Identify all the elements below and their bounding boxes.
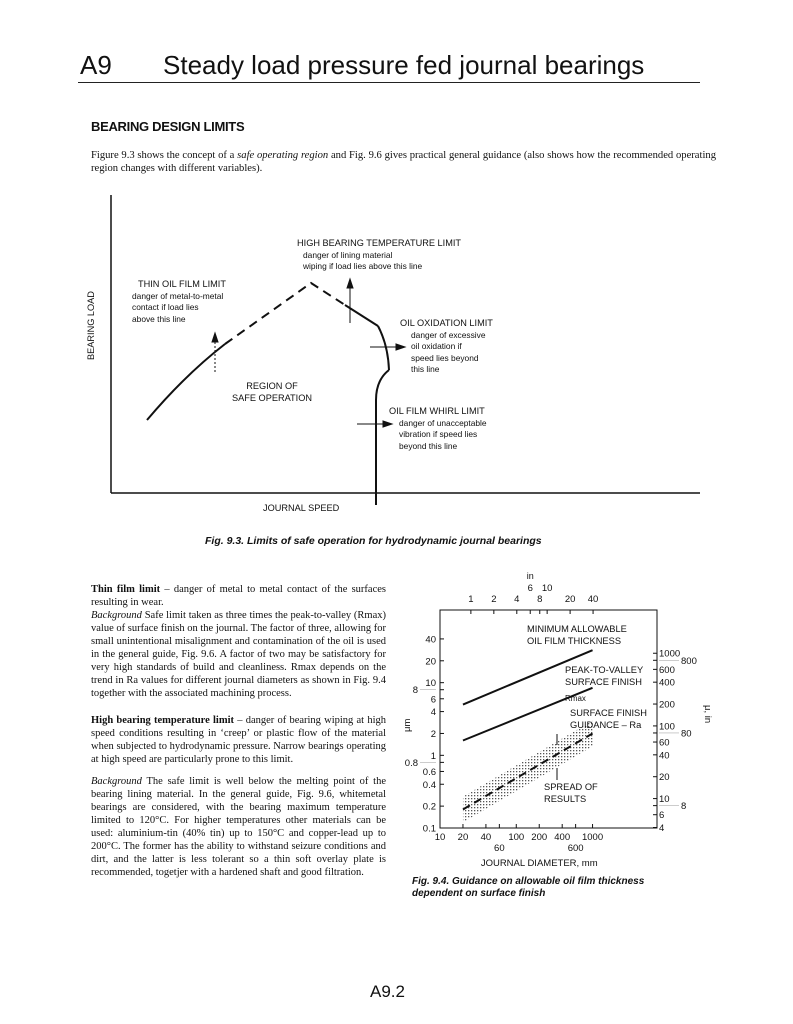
fig94-caption <box>412 876 644 900</box>
x2-tick-label: 1 <box>468 594 474 605</box>
y-axis-label: μm <box>402 718 413 732</box>
annotation: MINIMUM ALLOWABLE <box>527 624 627 634</box>
caption-line: dependent on surface finish <box>412 888 546 899</box>
x-tick-label: 600 <box>567 843 584 854</box>
y2-tick-label: 400 <box>659 677 675 689</box>
x-tick-label: 40 <box>480 832 492 843</box>
label-line: beyond this line <box>399 440 458 451</box>
y-tick-label: 0.4 <box>422 779 436 791</box>
x2-axis-label: in <box>526 571 534 581</box>
annotation: Rmax <box>565 694 586 703</box>
chapter-code: A9 <box>80 50 112 80</box>
y2-tick-label: 10 <box>659 794 670 806</box>
page-title: Steady load pressure fed journal bearings <box>163 50 645 80</box>
intro-text: Figure 9.3 shows the concept of a <box>91 150 238 161</box>
label-title: OIL FILM WHIRL LIMIT <box>389 406 485 416</box>
annotation: RESULTS <box>544 794 587 804</box>
background-label: Background <box>91 776 142 787</box>
x2-tick-label: 40 <box>587 594 599 605</box>
x-tick-label: 60 <box>494 843 505 854</box>
y-tick-label: 0.1 <box>422 823 436 835</box>
y-tick-label: 40 <box>425 634 436 646</box>
y2-tick-label: 1000 <box>659 648 681 660</box>
y2-tick-label: 4 <box>659 822 665 834</box>
label-line: speed lies beyond <box>411 352 479 363</box>
x2-tick-label: 8 <box>537 594 543 605</box>
annotation: SPREAD OF <box>544 782 598 792</box>
y-tick-label: 0.6 <box>422 766 436 778</box>
label-line: this line <box>411 364 440 374</box>
y-tick-label: 10 <box>425 678 436 690</box>
spread-band <box>463 721 593 823</box>
x-tick-label: 100 <box>508 832 525 843</box>
label-line: danger of unacceptable <box>399 417 487 428</box>
annotation: SURFACE FINISH <box>565 677 642 687</box>
y2-tick-label: 6 <box>659 810 665 822</box>
annotation: GUIDANCE – Ra <box>570 720 642 730</box>
intro-emphasis: safe operating region <box>237 150 329 161</box>
label-line: wiping if load lies above this line <box>303 261 423 271</box>
fig93-caption: Fig. 9.3. Limits of safe operation for hydrodynamic journal bearings <box>205 535 542 547</box>
y-tick-label: 1 <box>430 750 436 762</box>
y-tick-label: 4 <box>430 707 436 719</box>
label-line: vibration if speed lies <box>399 429 478 439</box>
y-tick-label: 0.2 <box>422 801 436 813</box>
annotation: SURFACE FINISH <box>570 708 647 718</box>
y2-tick-label: 100 <box>659 721 675 733</box>
annotation: PEAK-TO-VALLEY <box>565 665 644 675</box>
label-line: danger of lining material <box>303 249 393 260</box>
label-line: oil oxidation if <box>411 341 462 351</box>
x-tick-label: 20 <box>457 832 469 843</box>
x-tick-label: 10 <box>434 832 446 843</box>
annotation: OIL FILM THICKNESS <box>527 636 622 646</box>
y-axis-label: BEARING LOAD <box>86 291 96 360</box>
x2-tick-label: 6 <box>527 583 533 594</box>
label-line: SAFE OPERATION <box>232 392 312 403</box>
label-title: HIGH BEARING TEMPERATURE LIMIT <box>297 238 462 248</box>
thin-film-title: Thin film limit <box>91 584 161 595</box>
label-line: above this line <box>132 313 186 324</box>
label-line: REGION OF <box>246 381 298 391</box>
x-tick-label: 1000 <box>581 832 604 843</box>
y2-tick-label: 80 <box>681 728 692 740</box>
x-tick-label: 200 <box>531 832 548 843</box>
y2-axis-label: μ, in <box>702 705 713 724</box>
y-tick-label: 6 <box>430 694 436 706</box>
y2-tick-label: 20 <box>659 772 670 784</box>
y2-tick-label: 600 <box>659 664 675 676</box>
intro-text: and Fig. 9.6 gives practical general guidance (also shows how the recommended operating region changes with different variables). <box>91 150 716 174</box>
x-axis-label: JOURNAL DIAMETER, mm <box>480 858 598 869</box>
paragraph-text: Safe limit taken as three times the peak-to-valley (Rmax) value of surface finish on the journal. The factor of three, allowing for small unintentional misalignment and contamination of the oil is used in the general guide, Fig. 9.6. A factor of two may be satisfactory for very high standards of build and cleanliness. Rmax depends on the trend in Ra values for different journal diameters as shown in Fig. 9.4 together with the associated machining process. <box>91 610 386 699</box>
section-heading: BEARING DESIGN LIMITS <box>91 119 245 134</box>
label-line: danger of excessive <box>411 329 486 340</box>
y2-tick-label: 8 <box>681 801 687 813</box>
paragraph-text: – danger of metal to metal contact of the surfaces resulting in wear. <box>91 584 386 608</box>
x-axis-label: JOURNAL SPEED <box>263 503 340 513</box>
x2-tick-label: 4 <box>514 594 520 605</box>
y2-tick-label: 800 <box>681 655 697 667</box>
x2-tick-label: 20 <box>564 594 576 605</box>
y2-tick-label: 200 <box>659 699 675 711</box>
x2-tick-label: 2 <box>491 594 497 605</box>
y-tick-label: 8 <box>412 685 418 697</box>
y-tick-label: 2 <box>430 728 436 740</box>
label-title: THIN OIL FILM LIMIT <box>138 279 226 289</box>
label-line: contact if load lies <box>132 302 199 312</box>
y2-tick-label: 40 <box>659 750 670 762</box>
page-number: A9.2 <box>370 982 405 1001</box>
y2-tick-label: 60 <box>659 737 670 749</box>
x2-tick-label: 10 <box>541 583 553 594</box>
y-tick-label: 0.8 <box>404 757 418 769</box>
x-tick-label: 400 <box>554 832 571 843</box>
background-label: Background <box>91 610 142 621</box>
paragraph-text: – danger of bearing wiping at high speed conditions resulting in ‘creep’ or plastic flow of the material when subjected to hydrodynamic pressure. Narrow bearings operating at high speed are particularly prone to this limit. <box>91 715 386 765</box>
label-line: danger of metal-to-metal <box>132 290 224 301</box>
high-temp-title: High bearing temperature limit <box>91 715 235 726</box>
paragraph-text: The safe limit is well below the melting point of the bearing lining material. In the general guide, Fig. 9.6, whitemetal bearings are considered, with the bearing maximum temperature limited to 120°C. For higher temperatures other materials can be used: aluminium-tin (40% tin) up to 150°C and copper-lead up to 200°C. The former has the ability to withstand seizure conditions and dirt, and the latter is less tolerant so a thin soft overlay plate is recommended, togetjer with a hardened shaft and good filtration. <box>91 776 386 878</box>
caption-line: Fig. 9.4. Guidance on allowable oil film thickness <box>412 876 645 887</box>
label-title: OIL OXIDATION LIMIT <box>400 318 493 328</box>
y-tick-label: 20 <box>425 656 436 668</box>
